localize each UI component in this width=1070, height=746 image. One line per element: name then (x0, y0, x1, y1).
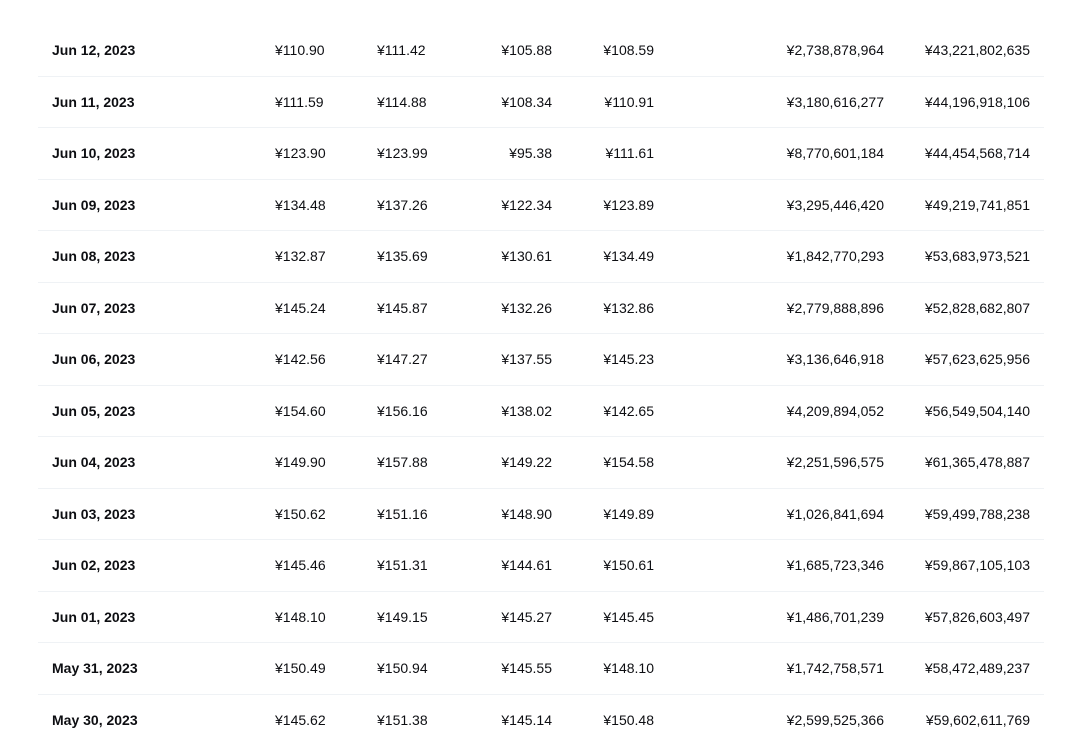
close-cell: ¥148.10 (603, 643, 654, 695)
market-cap-cell: ¥57,826,603,497 (925, 592, 1030, 644)
open-cell: ¥142.56 (275, 334, 326, 386)
high-cell: ¥114.88 (377, 77, 427, 129)
table-row (38, 643, 1044, 695)
table-row (38, 695, 1044, 746)
market-cap-cell: ¥59,499,788,238 (925, 489, 1030, 541)
close-cell: ¥134.49 (603, 231, 654, 283)
high-cell: ¥151.38 (377, 695, 428, 746)
open-cell: ¥132.87 (275, 231, 326, 283)
volume-cell: ¥2,738,878,964 (787, 25, 884, 77)
date-cell: Jun 08, 2023 (52, 231, 135, 283)
volume-cell: ¥1,685,723,346 (787, 540, 884, 592)
market-cap-cell: ¥57,623,625,956 (925, 334, 1030, 386)
market-cap-cell: ¥52,828,682,807 (925, 283, 1030, 335)
table-row (38, 386, 1044, 438)
close-cell: ¥142.65 (603, 386, 654, 438)
low-cell: ¥138.02 (501, 386, 552, 438)
close-cell: ¥150.61 (603, 540, 654, 592)
low-cell: ¥130.61 (501, 231, 552, 283)
open-cell: ¥145.24 (275, 283, 326, 335)
close-cell: ¥145.23 (603, 334, 654, 386)
open-cell: ¥148.10 (275, 592, 326, 644)
volume-cell: ¥2,779,888,896 (787, 283, 884, 335)
market-cap-cell: ¥44,454,568,714 (925, 128, 1030, 180)
volume-cell: ¥3,295,446,420 (787, 180, 884, 232)
volume-cell: ¥2,599,525,366 (787, 695, 884, 746)
volume-cell: ¥3,180,616,277 (787, 77, 884, 129)
volume-cell: ¥1,486,701,239 (787, 592, 884, 644)
high-cell: ¥147.27 (377, 334, 428, 386)
table-row (38, 540, 1044, 592)
open-cell: ¥150.62 (275, 489, 326, 541)
market-cap-cell: ¥44,196,918,106 (925, 77, 1030, 129)
low-cell: ¥144.61 (501, 540, 552, 592)
high-cell: ¥156.16 (377, 386, 428, 438)
volume-cell: ¥8,770,601,184 (787, 128, 884, 180)
date-cell: Jun 07, 2023 (52, 283, 135, 335)
date-cell: Jun 10, 2023 (52, 128, 135, 180)
low-cell: ¥145.27 (501, 592, 552, 644)
high-cell: ¥137.26 (377, 180, 428, 232)
date-cell: May 31, 2023 (52, 643, 138, 695)
table-row (38, 25, 1044, 77)
historical-data-table (38, 25, 1044, 746)
table-row (38, 77, 1044, 129)
date-cell: Jun 03, 2023 (52, 489, 135, 541)
table-row (38, 231, 1044, 283)
date-cell: Jun 05, 2023 (52, 386, 135, 438)
table-row (38, 128, 1044, 180)
low-cell: ¥148.90 (501, 489, 552, 541)
date-cell: Jun 01, 2023 (52, 592, 135, 644)
low-cell: ¥105.88 (501, 25, 552, 77)
close-cell: ¥132.86 (603, 283, 654, 335)
low-cell: ¥145.55 (501, 643, 552, 695)
high-cell: ¥151.31 (377, 540, 428, 592)
table-row (38, 180, 1044, 232)
volume-cell: ¥4,209,894,052 (787, 386, 884, 438)
open-cell: ¥145.62 (275, 695, 326, 746)
date-cell: Jun 09, 2023 (52, 180, 135, 232)
date-cell: Jun 12, 2023 (52, 25, 135, 77)
date-cell: Jun 06, 2023 (52, 334, 135, 386)
low-cell: ¥149.22 (501, 437, 552, 489)
market-cap-cell: ¥56,549,504,140 (925, 386, 1030, 438)
volume-cell: ¥2,251,596,575 (787, 437, 884, 489)
close-cell: ¥123.89 (603, 180, 654, 232)
close-cell: ¥111.61 (605, 128, 654, 180)
date-cell: Jun 04, 2023 (52, 437, 135, 489)
volume-cell: ¥1,842,770,293 (787, 231, 884, 283)
open-cell: ¥149.90 (275, 437, 326, 489)
low-cell: ¥137.55 (501, 334, 552, 386)
close-cell: ¥154.58 (603, 437, 654, 489)
close-cell: ¥150.48 (603, 695, 654, 746)
high-cell: ¥151.16 (377, 489, 428, 541)
high-cell: ¥135.69 (377, 231, 428, 283)
market-cap-cell: ¥53,683,973,521 (925, 231, 1030, 283)
open-cell: ¥111.59 (275, 77, 324, 129)
low-cell: ¥132.26 (501, 283, 552, 335)
market-cap-cell: ¥43,221,802,635 (925, 25, 1030, 77)
table-row (38, 283, 1044, 335)
date-cell: Jun 11, 2023 (52, 77, 135, 129)
high-cell: ¥111.42 (377, 25, 426, 77)
market-cap-cell: ¥59,867,105,103 (925, 540, 1030, 592)
open-cell: ¥134.48 (275, 180, 326, 232)
low-cell: ¥122.34 (501, 180, 552, 232)
volume-cell: ¥3,136,646,918 (787, 334, 884, 386)
open-cell: ¥145.46 (275, 540, 326, 592)
market-cap-cell: ¥49,219,741,851 (925, 180, 1030, 232)
low-cell: ¥145.14 (501, 695, 552, 746)
close-cell: ¥145.45 (603, 592, 654, 644)
low-cell: ¥95.38 (509, 128, 552, 180)
table-row (38, 592, 1044, 644)
high-cell: ¥150.94 (377, 643, 428, 695)
market-cap-cell: ¥59,602,611,769 (926, 695, 1030, 746)
market-cap-cell: ¥61,365,478,887 (925, 437, 1030, 489)
close-cell: ¥110.91 (604, 77, 654, 129)
table-row (38, 334, 1044, 386)
high-cell: ¥157.88 (377, 437, 428, 489)
market-cap-cell: ¥58,472,489,237 (925, 643, 1030, 695)
open-cell: ¥110.90 (275, 25, 325, 77)
open-cell: ¥123.90 (275, 128, 326, 180)
high-cell: ¥123.99 (377, 128, 428, 180)
high-cell: ¥149.15 (377, 592, 428, 644)
close-cell: ¥149.89 (603, 489, 654, 541)
open-cell: ¥154.60 (275, 386, 326, 438)
table-row (38, 437, 1044, 489)
date-cell: May 30, 2023 (52, 695, 138, 746)
volume-cell: ¥1,026,841,694 (787, 489, 884, 541)
open-cell: ¥150.49 (275, 643, 326, 695)
low-cell: ¥108.34 (501, 77, 552, 129)
table-row (38, 489, 1044, 541)
close-cell: ¥108.59 (603, 25, 654, 77)
high-cell: ¥145.87 (377, 283, 428, 335)
volume-cell: ¥1,742,758,571 (787, 643, 884, 695)
date-cell: Jun 02, 2023 (52, 540, 135, 592)
